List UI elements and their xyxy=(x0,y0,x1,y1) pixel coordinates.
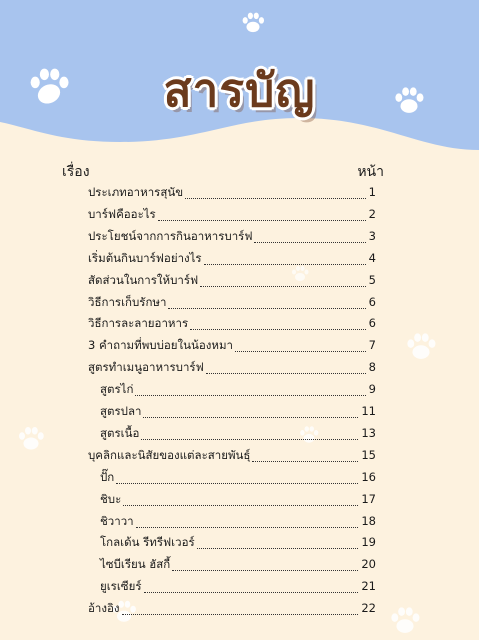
toc-entry-label: เริ่มต้นกินบาร์ฟอย่างไร xyxy=(88,250,202,265)
toc-entry-page-number: 4 xyxy=(368,250,376,265)
toc-entry-page-number: 22 xyxy=(361,601,376,616)
toc-entry-page-number: 9 xyxy=(368,382,376,397)
toc-entry-label: ชิบะ xyxy=(100,491,122,506)
toc-dot-leader xyxy=(252,461,358,462)
toc-entry-label: ประเภทอาหารสุนัข xyxy=(88,185,184,199)
toc-entry[interactable] xyxy=(100,513,376,531)
toc-entry-label: วิธีการละลายอาหาร xyxy=(88,316,189,331)
toc-dot-leader xyxy=(254,242,365,243)
toc-entry-label: โกลเด้น รีทรีฟเวอร์ xyxy=(100,535,195,550)
toc-entry-label: สูตรปลา xyxy=(100,404,142,418)
paw-print-icon xyxy=(16,424,46,454)
toc-entry[interactable] xyxy=(100,425,376,443)
toc-entry-page-number: 3 xyxy=(368,228,376,243)
toc-entry-label: บุคลิกและนิสัยของแต่ละสายพันธุ์ xyxy=(88,447,251,462)
toc-entry[interactable] xyxy=(88,315,376,333)
toc-dot-leader xyxy=(206,373,366,374)
toc-entry[interactable] xyxy=(88,250,376,268)
paw-print-icon xyxy=(240,10,266,36)
toc-entry-page-number: 2 xyxy=(368,206,376,221)
toc-entry-label: 3 คำถามที่พบบ่อยในน้องหมา xyxy=(88,338,234,353)
toc-entry-page-number: 8 xyxy=(368,360,376,375)
toc-entry-label: ปั๊ก xyxy=(100,469,115,484)
toc-entry-label: ชิวาวา xyxy=(100,513,134,528)
toc-entry-label: ยูเรเซียร์ xyxy=(100,579,142,594)
toc-entry[interactable] xyxy=(88,337,376,355)
toc-entry-page-number: 21 xyxy=(361,579,376,594)
toc-dot-leader xyxy=(185,198,366,199)
toc-entry-label: ไซบีเรียน ฮัสกี้ xyxy=(100,557,171,572)
toc-header-topic-label: เรื่อง xyxy=(62,164,90,180)
toc-dot-leader xyxy=(136,527,359,528)
toc-entry[interactable] xyxy=(100,403,376,421)
toc-entry-page-number: 5 xyxy=(368,272,376,287)
toc-dot-leader xyxy=(204,264,366,265)
toc-dot-leader xyxy=(235,351,366,352)
toc-entry[interactable] xyxy=(100,469,376,487)
toc-entry[interactable] xyxy=(88,272,376,290)
toc-entry-label: สูตรเนื้อ xyxy=(100,425,140,440)
toc-header xyxy=(62,161,384,183)
toc-entry-label: ประโยชน์จากการกินอาหารบาร์ฟ xyxy=(88,228,253,243)
toc-entry-label: สูตรทำเมนูอาหารบาร์ฟ xyxy=(88,360,204,375)
toc-dot-leader xyxy=(168,308,365,309)
toc-entry[interactable] xyxy=(88,359,376,377)
toc-dot-leader xyxy=(141,439,358,440)
toc-entry[interactable] xyxy=(88,294,376,312)
toc-entry-label: อ้างอิง xyxy=(88,601,120,616)
toc-entry-page-number: 19 xyxy=(361,535,376,550)
toc-entry-page-number: 6 xyxy=(368,316,376,331)
toc-dot-leader xyxy=(144,592,359,593)
toc-dot-leader xyxy=(158,220,366,221)
toc-dot-leader xyxy=(190,329,366,330)
toc-entry-page-number: 16 xyxy=(361,469,376,484)
toc-entry[interactable] xyxy=(100,491,376,509)
toc-entry-page-number: 7 xyxy=(368,338,376,353)
paw-print-icon xyxy=(404,330,438,364)
toc-entry-page-number: 15 xyxy=(361,447,376,462)
toc-entry-page-number: 17 xyxy=(361,491,376,506)
toc-header-page-label: หน้า xyxy=(357,164,384,180)
toc-dot-leader xyxy=(123,505,358,506)
toc-dot-leader xyxy=(143,417,358,418)
toc-entry[interactable] xyxy=(88,600,376,618)
toc-entry[interactable] xyxy=(100,381,376,399)
toc-entry[interactable] xyxy=(100,578,376,596)
toc-entry[interactable] xyxy=(88,447,376,465)
toc-entry-page-number: 18 xyxy=(361,513,376,528)
toc-entry-label: วิธีการเก็บรักษา xyxy=(88,294,167,309)
toc-entry-page-number: 11 xyxy=(361,404,376,418)
toc-entry-page-number: 13 xyxy=(361,425,376,440)
toc-entry[interactable] xyxy=(88,206,376,224)
toc-dot-leader xyxy=(135,395,365,396)
toc-entry-label: สูตรไก่ xyxy=(100,382,134,397)
toc-entry[interactable] xyxy=(100,556,376,574)
toc-dot-leader xyxy=(200,286,366,287)
toc-entry-label: สัดส่วนในการให้บาร์ฟ xyxy=(88,272,199,287)
toc-entry[interactable] xyxy=(88,228,376,246)
paw-print-icon xyxy=(388,604,422,638)
toc-entry[interactable] xyxy=(100,534,376,552)
toc-dot-leader xyxy=(172,570,358,571)
toc-entry-label: บาร์ฟคืออะไร xyxy=(88,206,156,221)
toc-entry-page-number: 6 xyxy=(368,294,376,309)
toc-dot-leader xyxy=(122,614,359,615)
toc-entry-page-number: 20 xyxy=(361,557,376,572)
page-title: สารบัญ xyxy=(163,63,316,117)
toc-dot-leader xyxy=(197,548,359,549)
toc-entry[interactable] xyxy=(88,184,376,202)
toc-dot-leader xyxy=(116,483,358,484)
toc-entry-page-number: 1 xyxy=(368,185,376,199)
